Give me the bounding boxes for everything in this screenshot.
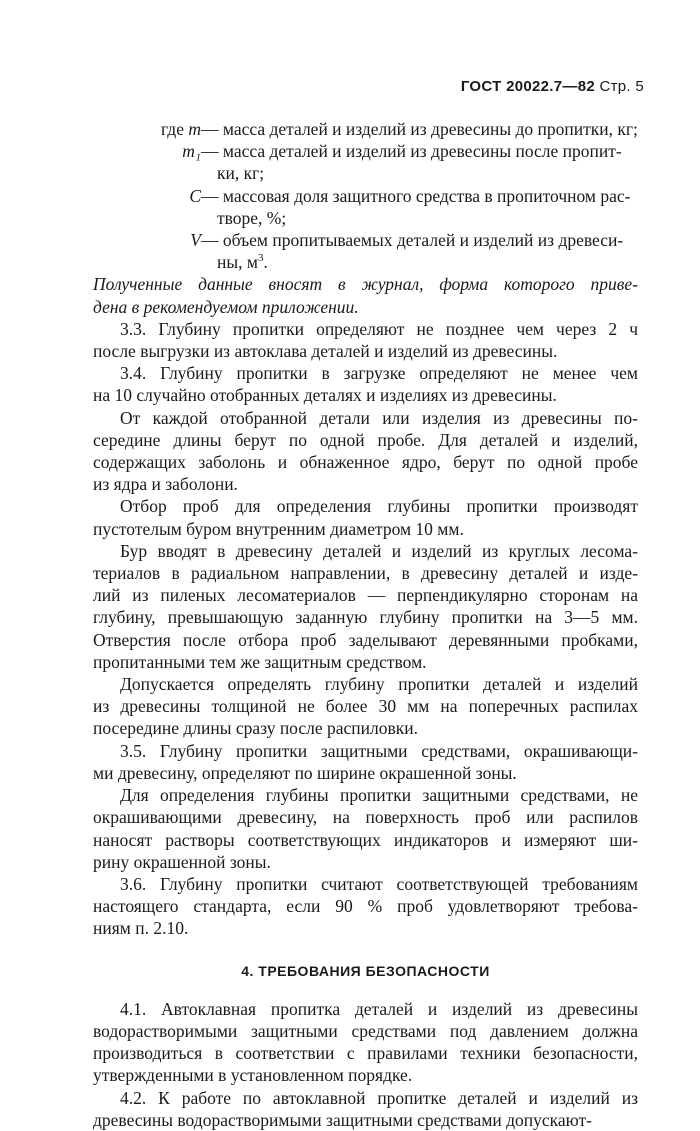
text-line: пустотелым буром внутренним диаметром 10 мм. bbox=[93, 518, 464, 539]
variable-symbol: m₁ bbox=[182, 141, 201, 162]
paragraph bbox=[93, 873, 638, 940]
definition-prefix: где bbox=[161, 119, 189, 139]
text-line: рину окрашенной зоны. bbox=[93, 851, 271, 872]
text-line: 4.1. Автоклавная пропитка деталей и изделий из древесины bbox=[120, 998, 638, 1019]
text-line: на 10 случайно отобранных деталях и изделиях из древесины. bbox=[93, 385, 557, 406]
text-line: лий из пиленых лесоматериалов — перпендикулярно сторонам на bbox=[93, 585, 638, 606]
standard-code: ГОСТ 20022.7—82 bbox=[460, 78, 595, 95]
page-header bbox=[461, 78, 644, 95]
text-line: утвержденными в установленном порядке. bbox=[93, 1065, 413, 1086]
paragraph bbox=[93, 362, 638, 406]
paragraph bbox=[93, 318, 638, 362]
paragraph bbox=[93, 407, 638, 496]
paragraph bbox=[93, 784, 638, 873]
variable-symbol: V bbox=[190, 230, 201, 251]
text-line: середине длины берут по одной пробе. Для деталей и изделий, bbox=[93, 429, 638, 450]
text-line: 3.5. Глубину пропитки защитными средствами, окрашивающи- bbox=[120, 740, 638, 761]
unit-superscript: 3 bbox=[257, 252, 264, 265]
document-body bbox=[93, 118, 638, 1131]
paragraph bbox=[93, 540, 638, 673]
section-4-paragraphs bbox=[93, 998, 638, 1131]
text-line: настоящего стандарта, если 90 % проб удовлетворяют требова- bbox=[93, 896, 638, 917]
section-heading: 4. ТРЕБОВАНИЯ БЕЗОПАСНОСТИ bbox=[241, 962, 490, 979]
paragraph bbox=[93, 740, 638, 784]
text-line: после выгрузки из автоклава деталей и изделий из древесины. bbox=[93, 341, 558, 362]
variable-symbol: m bbox=[188, 119, 201, 139]
text-line: От каждой отобранной детали или изделия из древесины по- bbox=[120, 407, 638, 428]
definition-continuation: творе, %; bbox=[217, 207, 287, 228]
text-line: Отверстия после отбора проб заделывают деревянными пробками, bbox=[93, 629, 638, 650]
definition-text: — объем пропитываемых деталей и изделий из древеси- bbox=[201, 230, 624, 251]
text-line: наносят растворы соответствующих индикаторов и измеряют ши- bbox=[93, 829, 638, 850]
text-line: водорастворимыми защитными средствами под давлением должна bbox=[93, 1020, 638, 1041]
text-line: Отбор проб для определения глубины пропитки производят bbox=[120, 496, 638, 517]
definition-continuation: ны, $м^3$. bbox=[217, 252, 268, 273]
text-line: Для определения глубины пропитки защитными средствами, не bbox=[120, 785, 638, 806]
text-line: посередине длины сразу после распиловки. bbox=[93, 718, 419, 739]
definition-v bbox=[93, 229, 638, 251]
text-line: 3.6. Глубину пропитки считают соответствующей требованиям bbox=[120, 873, 638, 894]
definition-continuation: ки, кг; bbox=[217, 163, 265, 184]
definition-text: — масса деталей и изделий из древесины до пропитки, кг; bbox=[201, 119, 638, 139]
text-line: глубину, превышающую заданную глубину пропитки на 3—5 мм. bbox=[93, 607, 638, 628]
variable-symbol: C bbox=[189, 185, 201, 206]
section-3-paragraphs bbox=[93, 318, 638, 940]
definition-m bbox=[93, 118, 638, 140]
text-line: пропитанными тем же защитным средством. bbox=[93, 651, 427, 672]
text-line: ниям п. 2.10. bbox=[93, 918, 189, 939]
italic-note: Полученные данные вносят в журнал, форма которого приве- дена в рекомендуемом приложении. bbox=[93, 274, 638, 317]
definition-c bbox=[93, 185, 638, 207]
definition-text: — масса деталей и изделий из древесины после пропит- bbox=[201, 141, 622, 162]
text-line: Допускается определять глубину пропитки деталей и изделий bbox=[120, 674, 638, 695]
text-line: содержащих заболонь и обнаженное ядро, берут по одной пробе bbox=[93, 452, 638, 473]
text-line: териалов в радиальном направлении, в древесину деталей и изде- bbox=[93, 563, 638, 584]
text-line: 3.3. Глубину пропитки определяют не позднее чем через 2 ч bbox=[120, 318, 638, 339]
paragraph bbox=[93, 998, 638, 1087]
paragraph bbox=[93, 673, 638, 740]
text-line: 3.4. Глубину пропитки в загрузке определяют не менее чем bbox=[120, 363, 638, 384]
text-line: ми древесину, определяют по ширине окрашенной зоны. bbox=[93, 762, 517, 783]
definition-text: — массовая доля защитного средства в пропиточном рас- bbox=[201, 185, 631, 206]
text-line: окрашивающими древесину, на поверхность проб или распилов bbox=[93, 807, 638, 828]
variable-definitions bbox=[93, 118, 638, 273]
definition-m1 bbox=[93, 140, 638, 162]
text-line: из древесины толщиной не более 30 мм на поперечных распилах bbox=[93, 696, 638, 717]
paragraph bbox=[93, 1087, 638, 1131]
text-line: 4.2. К работе по автоклавной пропитке деталей и изделий из bbox=[120, 1087, 638, 1108]
paragraph bbox=[93, 495, 638, 539]
text-line: из ядра и заболони. bbox=[93, 474, 238, 495]
page-number: Стр. 5 bbox=[599, 78, 644, 95]
text-line: древесины водорастворимыми защитными средствами допускают- bbox=[93, 1109, 592, 1130]
text-line: Бур вводят в древесину деталей и изделий из круглых лесома- bbox=[120, 540, 638, 561]
text-line: производиться в соответствии с правилами техники безопасности, bbox=[93, 1043, 638, 1064]
